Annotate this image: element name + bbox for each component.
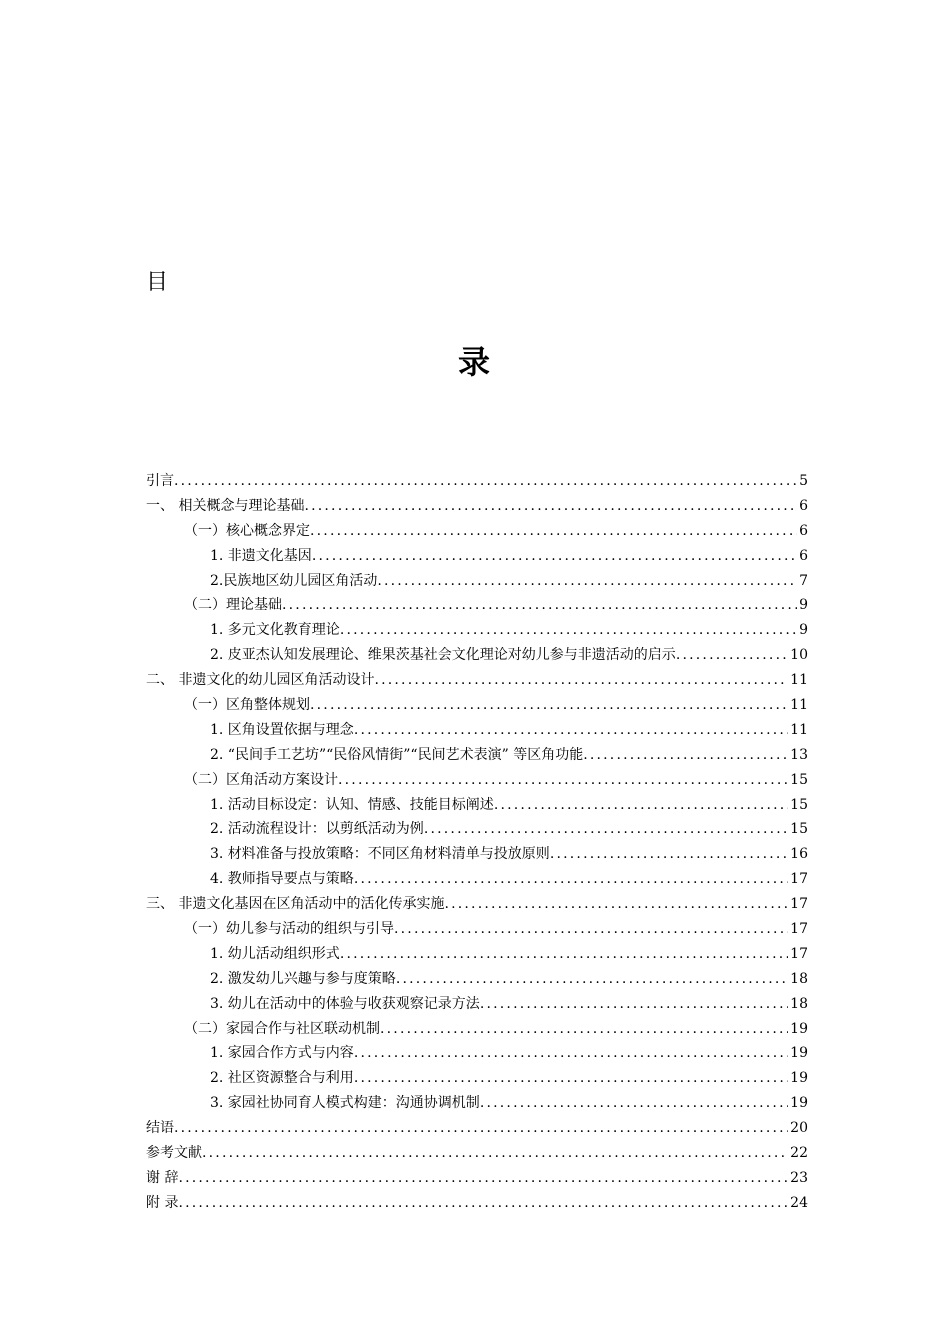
toc-entry-page-number: 11 [790,721,808,738]
toc-entry[interactable] [146,643,808,668]
toc-leader-dots [583,743,788,768]
toc-entry[interactable] [146,992,808,1017]
toc-leader-dots [354,1041,788,1066]
toc-leader-dots [444,892,788,917]
toc-entry-page-number: 6 [799,522,808,539]
toc-entry-page-number: 9 [799,597,808,614]
toc-entry-title: 3. 家园社协同育人模式构建：沟通协调机制 [210,1095,480,1112]
toc-entry[interactable] [146,469,808,494]
toc-leader-dots [374,668,788,693]
toc-leader-dots [340,942,788,967]
toc-entry-title: （二）理论基础 [184,597,282,614]
toc-entry-title: 一、 相关概念与理论基础 [146,497,305,514]
toc-entry-title: 2.民族地区幼儿园区角活动 [210,572,378,589]
toc-title-char-1: 目 [146,270,169,295]
toc-entry-page-number: 19 [790,1095,808,1112]
toc-entry-page-number: 9 [799,622,808,639]
toc-leader-dots [354,718,788,743]
toc-leader-dots [310,519,797,544]
toc-entry[interactable] [146,1141,808,1166]
toc-entry-title: 2. 活动流程设计：以剪纸活动为例 [210,821,424,838]
toc-leader-dots [178,1191,788,1216]
toc-entry-title: 2. 激发幼儿兴趣与参与度策略 [210,970,396,987]
toc-entry[interactable] [146,1017,808,1042]
toc-entry[interactable] [146,793,808,818]
toc-entry-page-number: 17 [790,871,808,888]
toc-entry-title: 1. 家园合作方式与内容 [210,1045,354,1062]
toc-entry-title: 2. 社区资源整合与利用 [210,1070,354,1087]
toc-entry-title: 三、 非遗文化基因在区角活动中的活化传承实施 [146,896,445,913]
toc-entry-page-number: 15 [790,796,808,813]
toc-entry-title: 3. 材料准备与投放策略：不同区角材料清单与投放原则 [210,846,550,863]
toc-entry-title: 参考文献 [146,1145,202,1162]
toc-entry-page-number: 18 [790,995,808,1012]
toc-entry[interactable] [146,1166,808,1191]
toc-entry[interactable] [146,842,808,867]
toc-entry-page-number: 11 [790,697,808,714]
toc-entry-page-number: 13 [790,746,808,763]
toc-leader-dots [394,917,788,942]
toc-entry-page-number: 24 [790,1194,808,1211]
toc-entry-title: （一）核心概念界定 [184,522,310,539]
toc-entry-page-number: 19 [790,1070,808,1087]
toc-leader-dots [312,544,797,569]
toc-entry-page-number: 17 [790,945,808,962]
toc-entry-title: 2. 皮亚杰认知发展理论、维果茨基社会文化理论对幼儿参与非遗活动的启示 [210,647,676,664]
toc-entry-title: 结语 [146,1120,174,1137]
toc-entry-page-number: 7 [799,572,808,589]
toc-entry[interactable] [146,917,808,942]
toc-leader-dots [174,1116,788,1141]
toc-entry-page-number: 6 [799,547,808,564]
toc-entry[interactable] [146,768,808,793]
toc-entry-page-number: 5 [799,473,808,489]
toc-entry-title: 引言 [146,473,174,489]
toc-entry-title: （一）幼儿参与活动的组织与引导 [184,921,394,938]
toc-leader-dots [202,1141,788,1166]
toc-entry-title: 1. 非遗文化基因 [210,547,312,564]
toc-entry-page-number: 17 [790,896,808,913]
toc-entry-title: 3. 幼儿在活动中的体验与收获观察记录方法 [210,995,480,1012]
toc-entry[interactable] [146,494,808,519]
toc-entry-page-number: 15 [790,821,808,838]
toc-leader-dots [480,1091,788,1116]
toc-entry-page-number: 10 [790,647,808,664]
toc-entry-title: （二）家园合作与社区联动机制 [184,1020,380,1037]
toc-entry-title: 附 录 [146,1194,179,1211]
toc-entry[interactable] [146,892,808,917]
toc-title-char-2: 录 [458,343,491,381]
toc-entry[interactable] [146,544,808,569]
toc-leader-dots [310,693,788,718]
toc-leader-dots [380,1017,788,1042]
toc-entry-title: 2. “民间手工艺坊”“民俗风情街”“民间艺术表演” 等区角功能 [210,746,584,763]
toc-entry-page-number: 15 [790,771,808,788]
toc-leader-dots [550,842,788,867]
toc-entry-title: 谢 辞 [146,1169,179,1186]
toc-entry[interactable] [146,668,808,693]
toc-entry[interactable] [146,817,808,842]
toc-entry[interactable] [146,967,808,992]
toc-leader-dots [304,494,797,519]
toc-entry[interactable] [146,718,808,743]
toc-entry[interactable] [146,1191,808,1216]
toc-entry-page-number: 23 [790,1169,808,1186]
toc-entry-page-number: 16 [790,846,808,863]
toc-entry[interactable] [146,693,808,718]
toc-entry[interactable] [146,569,808,594]
toc-entry-title: 1. 幼儿活动组织形式 [210,945,340,962]
toc-leader-dots [396,967,788,992]
toc-entry-page-number: 17 [790,921,808,938]
toc-entry[interactable] [146,1091,808,1116]
toc-entry[interactable] [146,743,808,768]
toc-entry[interactable] [146,1116,808,1141]
toc-entry-page-number: 20 [790,1120,808,1137]
toc-entry[interactable] [146,867,808,892]
toc-leader-dots [338,768,788,793]
toc-entry-title: 1. 活动目标设定：认知、情感、技能目标阐述 [210,796,494,813]
toc-leader-dots [377,569,797,594]
toc-entry-page-number: 18 [790,970,808,987]
toc-entry-page-number: 6 [799,497,808,514]
toc-entry-title: （一）区角整体规划 [184,697,310,714]
toc-entry-page-number: 19 [790,1045,808,1062]
toc-entry-title: 1. 多元文化教育理论 [210,622,340,639]
toc-leader-dots [354,867,788,892]
toc-entry[interactable] [146,942,808,967]
toc-entry[interactable] [146,1041,808,1066]
toc-leader-dots [178,1166,788,1191]
toc-leader-dots [282,593,797,618]
toc-entry-page-number: 19 [790,1020,808,1037]
toc-entry[interactable] [146,618,808,643]
toc-entry[interactable] [146,519,808,544]
toc-entry[interactable] [146,1066,808,1091]
toc-entry-title: 二、 非遗文化的幼儿园区角活动设计 [146,672,375,689]
toc-leader-dots [174,469,797,494]
toc-entry[interactable] [146,593,808,618]
toc-entry-title: 1. 区角设置依据与理念 [210,721,354,738]
toc-leader-dots [340,618,797,643]
toc-entry-page-number: 11 [790,672,808,689]
toc-leader-dots [480,992,788,1017]
toc-leader-dots [494,793,788,818]
toc-entry-page-number: 22 [790,1145,808,1162]
toc-leader-dots [676,643,788,668]
toc-leader-dots [354,1066,788,1091]
toc-leader-dots [424,817,788,842]
toc-entry-title: 4. 教师指导要点与策略 [210,871,354,888]
toc-entry-title: （二）区角活动方案设计 [184,771,338,788]
table-of-contents [146,469,808,1216]
